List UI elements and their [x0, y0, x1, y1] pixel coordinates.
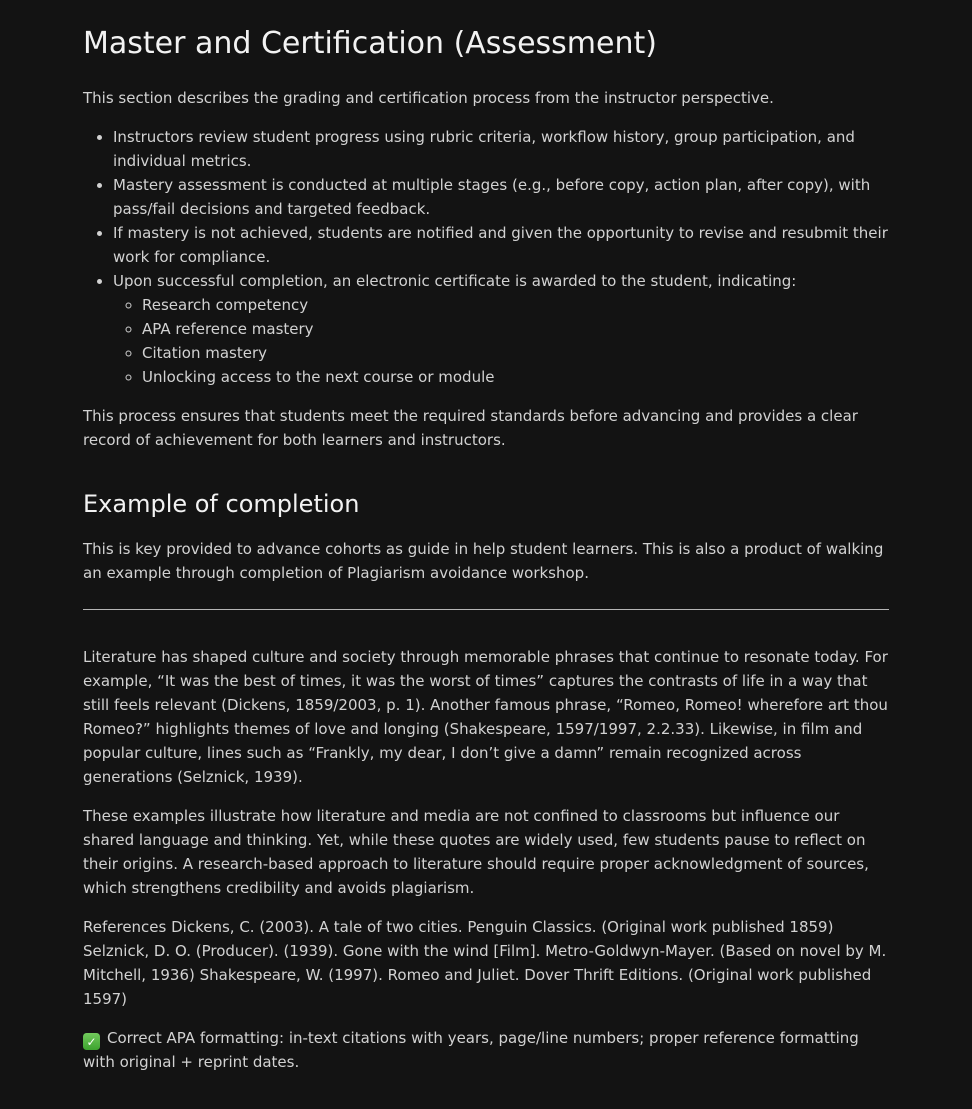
list-item — [113, 221, 889, 269]
page-title: Master and Certification (Assessment) — [83, 26, 657, 61]
list-item — [113, 269, 889, 389]
list-item — [113, 173, 889, 221]
divider — [83, 609, 889, 610]
example-paragraph: Literature has shaped culture and society through memorable phrases that continue to resonate today. For example, “It was the best of times, it was the worst of times” captures the contrasts of life in a way that still feels relevant (Dickens, 1859/2003, p. 1). Another famous phrase, “Romeo, Romeo! wherefore art thou Romeo?” highlights themes of love and longing (Shakespeare, 1597/1997, 2.2.33). Likewise, in film and popular culture, lines such as “Frankly, my dear, I don’t give a damn” remain recognized across generations (Selznick, 1939). — [83, 647, 888, 786]
list-item-text: Instructors review student progress using rubric criteria, workflow history, group participation, and individual metrics. — [113, 128, 855, 170]
apa-note-paragraph — [83, 1026, 889, 1075]
sublist-item-text: APA reference mastery — [142, 320, 314, 338]
section-title: Example of completion — [83, 490, 360, 518]
sublist-item — [142, 365, 889, 389]
certificate-sublist — [113, 293, 889, 389]
list-item-text: Mastery assessment is conducted at multiple stages (e.g., before copy, action plan, after copy), with pass/fail decisions and targeted feedback. — [113, 176, 871, 218]
sublist-item-text: Citation mastery — [142, 344, 267, 362]
list-item — [113, 125, 889, 173]
closing-paragraph: This process ensures that students meet the required standards before advancing and provides a clear record of achievement for both learners and instructors. — [83, 407, 858, 449]
list-item-text: Upon successful completion, an electronic certificate is awarded to the student, indicating: — [113, 272, 797, 290]
sublist-item — [142, 293, 889, 317]
apa-note-text: Correct APA formatting: in-text citations with years, page/line numbers; proper reference formatting with original + reprint dates. — [83, 1028, 859, 1072]
sublist-item — [142, 341, 889, 365]
section-intro-paragraph: This is key provided to advance cohorts as guide in help student learners. This is also a product of walking an example through completion of Plagiarism avoidance workshop. — [83, 539, 884, 582]
document-content — [83, 26, 889, 1074]
sublist-item-text: Unlocking access to the next course or module — [142, 368, 495, 386]
sublist-item — [142, 317, 889, 341]
intro-paragraph: This section describes the grading and certification process from the instructor perspective. — [83, 89, 774, 107]
list-item-text: If mastery is not achieved, students are notified and given the opportunity to revise and resubmit their work for compliance. — [113, 224, 888, 266]
references-paragraph: References Dickens, C. (2003). A tale of two cities. Penguin Classics. (Original work published 1859) Selznick, D. O. (Producer). (1939). Gone with the wind [Film]. Metro-Goldwyn-Mayer. (Based on novel by M. Mitchell, 1936) Shakespeare, W. (1997). Romeo and Juliet. Dover Thrift Editions. (Original work published 1597) — [83, 917, 887, 1008]
assessment-list — [83, 125, 889, 389]
example-paragraph: These examples illustrate how literature and media are not confined to classrooms but influence our shared language and thinking. Yet, while these quotes are widely used, few students pause to reflect on their origins. A research-based approach to literature should require proper acknowledgment of sources, which strengthens credibility and avoids plagiarism. — [83, 806, 869, 897]
check-icon: ✓ — [83, 1033, 100, 1050]
sublist-item-text: Research competency — [142, 296, 309, 314]
